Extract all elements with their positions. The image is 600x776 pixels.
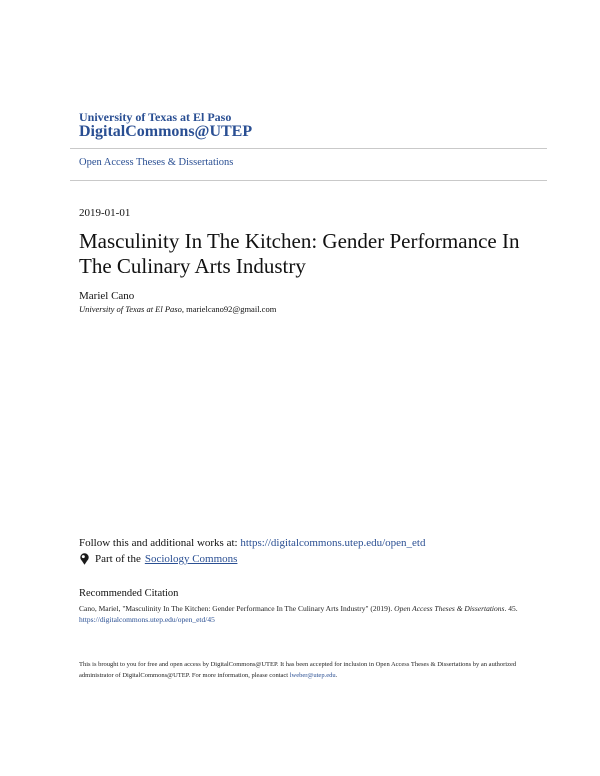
university-name[interactable]: University of Texas at El Paso — [79, 110, 232, 124]
follow-prefix: Follow this and additional works at: — [79, 537, 241, 549]
header-divider-bottom — [70, 180, 547, 181]
citation-suffix: . 45. — [504, 604, 518, 613]
header-divider-top — [70, 148, 547, 149]
citation-series: Open Access Theses & Dissertations — [394, 604, 505, 613]
citation-url[interactable]: https://digitalcommons.utep.edu/open_etd/45 — [79, 615, 215, 624]
publication-date: 2019-01-01 — [79, 207, 131, 219]
citation-prefix: Cano, Mariel, "Masculinity In The Kitchen: Gender Performance In The Culinary Arts Industry" (2019). — [79, 604, 395, 613]
notice-text: This is brought to you for free and open access by DigitalCommons@UTEP. It has been accepted for inclusion in Open Access Theses & Dissertations by an authorized administrator of DigitalCommons@UTEP. For more information, please contact — [79, 661, 517, 679]
affiliation-email: , marielcano92@gmail.com — [181, 304, 277, 314]
author-name: Mariel Cano — [79, 290, 135, 302]
access-notice — [79, 659, 539, 681]
sociology-commons-link[interactable]: Sociology Commons — [144, 553, 238, 565]
notice-end: . — [335, 672, 338, 679]
repository-name[interactable]: DigitalCommons@UTEP — [79, 123, 253, 140]
affiliation-institution: University of Texas at El Paso — [79, 304, 182, 314]
contact-email-link[interactable]: lweber@utep.edu — [289, 672, 336, 679]
author-affiliation — [79, 304, 276, 314]
network-logo-icon — [79, 553, 90, 565]
citation-text — [79, 603, 519, 625]
part-of-prefix: Part of the — [95, 553, 141, 565]
follow-line — [79, 537, 425, 549]
document-title: Masculinity In The Kitchen: Gender Performance In The Culinary Arts Industry — [79, 229, 520, 278]
part-of-line — [79, 553, 237, 565]
recommended-citation-heading: Recommended Citation — [79, 588, 179, 599]
follow-link[interactable]: https://digitalcommons.utep.edu/open_etd — [240, 537, 426, 549]
collection-link[interactable]: Open Access Theses & Dissertations — [79, 157, 234, 168]
